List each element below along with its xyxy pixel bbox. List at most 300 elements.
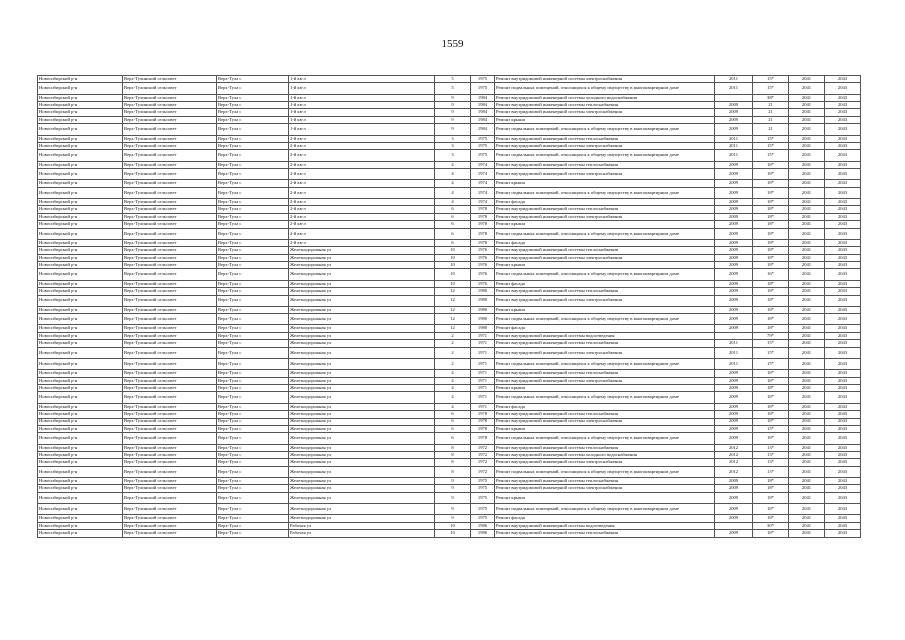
cell-year-built: 1976 — [471, 254, 495, 261]
cell-area-pct: 13* — [753, 466, 789, 477]
cell-street: 2-й кв-л — [289, 142, 435, 149]
cell-settlement: Верх-Тулинский сельсовет — [123, 116, 217, 123]
cell-settlement: Верх-Тулинский сельсовет — [123, 403, 217, 410]
table-row — [38, 221, 861, 228]
cell-area-pct: 18* — [753, 377, 789, 384]
cell-district: Новосибирский р-н — [38, 385, 123, 392]
cell-street: 2-й кв-л — [289, 228, 435, 239]
cell-year-built: 1980 — [471, 325, 495, 332]
cell-house: 10 — [435, 254, 471, 261]
cell-district: Новосибирский р-н — [38, 288, 123, 295]
cell-locality: Верх-Тула с — [217, 116, 289, 123]
cell-plan-end: 2043 — [825, 403, 861, 410]
cell-district: Новосибирский р-н — [38, 239, 123, 246]
cell-district: Новосибирский р-н — [38, 358, 123, 369]
cell-area-pct: 18* — [753, 403, 789, 410]
cell-year-built: 1976 — [471, 280, 495, 287]
cell-settlement: Верх-Тулинский сельсовет — [123, 262, 217, 269]
cell-start-year: 2009 — [715, 169, 753, 180]
cell-settlement: Верх-Тулинский сельсовет — [123, 340, 217, 347]
cell-district: Новосибирский р-н — [38, 142, 123, 149]
table-row — [38, 377, 861, 384]
cell-year-built: 1971 — [471, 403, 495, 410]
cell-year-built: 1975 — [471, 478, 495, 485]
cell-work: Ремонт внутридомовой инженерной системы холодного водоснабжения — [495, 94, 715, 101]
cell-plan-start: 2041 — [789, 444, 825, 451]
cell-house: 10 — [435, 269, 471, 280]
cell-start-year: 2011 — [715, 150, 753, 161]
table-body — [38, 76, 861, 538]
cell-settlement: Верх-Тулинский сельсовет — [123, 325, 217, 332]
cell-start-year: 2009 — [715, 385, 753, 392]
cell-work: Ремонт крыши — [495, 221, 715, 228]
cell-work: Ремонт фасада — [495, 280, 715, 287]
table-row — [38, 411, 861, 418]
cell-area-pct: 18* — [753, 370, 789, 377]
cell-settlement: Верх-Тулинский сельсовет — [123, 254, 217, 261]
cell-work: Ремонт внутридомовой инженерной системы холодного водоснабжения — [495, 451, 715, 458]
cell-plan-start: 2041 — [789, 280, 825, 287]
cell-settlement: Верх-Тулинский сельсовет — [123, 295, 217, 306]
cell-plan-start: 2041 — [789, 459, 825, 466]
cell-area-pct: 15* — [753, 425, 789, 432]
cell-locality: Верх-Тула с — [217, 332, 289, 339]
cell-locality: Верх-Тула с — [217, 433, 289, 444]
cell-work: Ремонт внутридомовой инженерной системы теплоснабжения — [495, 102, 715, 109]
cell-year-built: 1980 — [471, 288, 495, 295]
cell-street: Железнодорожная ул — [289, 295, 435, 306]
cell-start-year — [715, 522, 753, 529]
cell-start-year: 2009 — [715, 530, 753, 537]
cell-district: Новосибирский р-н — [38, 150, 123, 161]
table-row — [38, 135, 861, 142]
table-row — [38, 161, 861, 168]
cell-plan-start: 2041 — [789, 385, 825, 392]
cell-district: Новосибирский р-н — [38, 418, 123, 425]
cell-street: Железнодорожная ул — [289, 515, 435, 522]
cell-settlement: Верх-Тулинский сельсовет — [123, 347, 217, 358]
cell-locality: Верх-Тула с — [217, 515, 289, 522]
cell-district: Новосибирский р-н — [38, 515, 123, 522]
cell-settlement: Верх-Тулинский сельсовет — [123, 247, 217, 254]
cell-year-built: 1978 — [471, 425, 495, 432]
cell-year-built: 1975 — [471, 150, 495, 161]
cell-year-built: 1971 — [471, 340, 495, 347]
cell-house: 12 — [435, 325, 471, 332]
cell-plan-end: 2043 — [825, 411, 861, 418]
cell-house: 9 — [435, 102, 471, 109]
cell-street: Рабочая ул — [289, 530, 435, 537]
cell-year-built: 1980 — [471, 306, 495, 313]
cell-year-built: 1971 — [471, 392, 495, 403]
cell-start-year: 2009 — [715, 392, 753, 403]
cell-area-pct: 13* — [753, 459, 789, 466]
cell-plan-end: 2043 — [825, 76, 861, 83]
cell-house: 8 — [435, 459, 471, 466]
table-row — [38, 466, 861, 477]
cell-plan-end: 2043 — [825, 325, 861, 332]
cell-plan-end: 2043 — [825, 180, 861, 187]
cell-settlement: Верх-Тулинский сельсовет — [123, 280, 217, 287]
cell-settlement: Верх-Тулинский сельсовет — [123, 221, 217, 228]
cell-plan-start: 2041 — [789, 306, 825, 313]
cell-plan-start: 2041 — [789, 433, 825, 444]
cell-start-year: 2009 — [715, 425, 753, 432]
cell-settlement: Верх-Тулинский сельсовет — [123, 213, 217, 220]
cell-work: Ремонт подвальных помещений, относящихся к общему имуществу в многоквартирном доме — [495, 392, 715, 403]
cell-street: Железнодорожная ул — [289, 269, 435, 280]
cell-area-pct: 15* — [753, 76, 789, 83]
cell-area-pct: 18* — [753, 492, 789, 503]
cell-area-pct: 16* — [753, 269, 789, 280]
cell-work: Ремонт фасада — [495, 239, 715, 246]
cell-street: 1-й кв-л — [289, 94, 435, 101]
table-row — [38, 187, 861, 198]
cell-plan-start: 2041 — [789, 370, 825, 377]
cell-plan-start: 2041 — [789, 239, 825, 246]
cell-district: Новосибирский р-н — [38, 530, 123, 537]
cell-area-pct: 13* — [753, 451, 789, 458]
cell-house: 4 — [435, 187, 471, 198]
cell-street: Железнодорожная ул — [289, 411, 435, 418]
cell-year-built: 1986 — [471, 530, 495, 537]
cell-settlement: Верх-Тулинский сельсовет — [123, 492, 217, 503]
cell-year-built: 1978 — [471, 206, 495, 213]
cell-start-year: 2009 — [715, 213, 753, 220]
cell-area-pct: 18* — [753, 180, 789, 187]
cell-work: Ремонт внутридомовой инженерной системы электроснабжения — [495, 142, 715, 149]
cell-settlement: Верх-Тулинский сельсовет — [123, 150, 217, 161]
cell-locality: Верх-Тула с — [217, 325, 289, 332]
cell-district: Новосибирский р-н — [38, 403, 123, 410]
cell-work: Ремонт внутридомовой инженерной системы теплоснабжения — [495, 411, 715, 418]
cell-plan-start: 2041 — [789, 94, 825, 101]
cell-work: Ремонт внутридомовой инженерной системы теплоснабжения — [495, 288, 715, 295]
cell-street: Железнодорожная ул — [289, 262, 435, 269]
cell-area-pct: 21 — [753, 109, 789, 116]
cell-work: Ремонт подвальных помещений, относящихся к общему имуществу в многоквартирном доме — [495, 466, 715, 477]
cell-start-year: 2012 — [715, 466, 753, 477]
cell-plan-start: 2041 — [789, 492, 825, 503]
cell-plan-start: 2041 — [789, 142, 825, 149]
cell-house: 12 — [435, 295, 471, 306]
table-row — [38, 262, 861, 269]
cell-street: Железнодорожная ул — [289, 485, 435, 492]
cell-settlement: Верх-Тулинский сельсовет — [123, 332, 217, 339]
cell-plan-start: 2041 — [789, 247, 825, 254]
cell-street: 2-й кв-л — [289, 135, 435, 142]
cell-plan-start: 2041 — [789, 485, 825, 492]
cell-year-built: 1975 — [471, 76, 495, 83]
cell-year-built: 1972 — [471, 466, 495, 477]
table-row — [38, 332, 861, 339]
cell-area-pct: 18* — [753, 478, 789, 485]
cell-work: Ремонт внутридомовой инженерной системы электроснабжения — [495, 377, 715, 384]
cell-street: 2-й кв-л — [289, 206, 435, 213]
cell-district: Новосибирский р-н — [38, 199, 123, 206]
cell-plan-end: 2043 — [825, 239, 861, 246]
cell-start-year: 2011 — [715, 83, 753, 94]
cell-settlement: Верх-Тулинский сельсовет — [123, 392, 217, 403]
cell-settlement: Верх-Тулинский сельсовет — [123, 358, 217, 369]
cell-locality: Верх-Тула с — [217, 221, 289, 228]
cell-locality: Верх-Тула с — [217, 522, 289, 529]
cell-district: Новосибирский р-н — [38, 269, 123, 280]
cell-plan-start: 2041 — [789, 169, 825, 180]
cell-start-year: 2009 — [715, 370, 753, 377]
cell-start-year: 2009 — [715, 228, 753, 239]
cell-house: 9 — [435, 124, 471, 135]
cell-work: Ремонт внутридомовой инженерной системы теплоснабжения — [495, 444, 715, 451]
cell-district: Новосибирский р-н — [38, 102, 123, 109]
cell-settlement: Верх-Тулинский сельсовет — [123, 109, 217, 116]
cell-area-pct: 15* — [753, 358, 789, 369]
cell-plan-start: 2041 — [789, 109, 825, 116]
cell-district: Новосибирский р-н — [38, 478, 123, 485]
cell-plan-end: 2043 — [825, 425, 861, 432]
repair-schedule-table — [37, 75, 861, 538]
cell-area-pct: 18* — [753, 530, 789, 537]
cell-plan-start: 2041 — [789, 262, 825, 269]
cell-area-pct: 18* — [753, 169, 789, 180]
cell-plan-end: 2043 — [825, 504, 861, 515]
cell-plan-start: 2041 — [789, 504, 825, 515]
cell-plan-start: 2041 — [789, 332, 825, 339]
cell-district: Новосибирский р-н — [38, 411, 123, 418]
table-row — [38, 347, 861, 358]
cell-start-year: 2009 — [715, 377, 753, 384]
cell-district: Новосибирский р-н — [38, 254, 123, 261]
cell-start-year: 2011 — [715, 142, 753, 149]
cell-plan-end: 2043 — [825, 187, 861, 198]
cell-house: 9 — [435, 478, 471, 485]
cell-area-pct: 18* — [753, 206, 789, 213]
cell-street: Железнодорожная ул — [289, 306, 435, 313]
cell-house: 9 — [435, 504, 471, 515]
cell-street: Железнодорожная ул — [289, 247, 435, 254]
cell-year-built: 1976 — [471, 247, 495, 254]
cell-street: Железнодорожная ул — [289, 325, 435, 332]
cell-house: 5 — [435, 83, 471, 94]
cell-year-built: 1975 — [471, 504, 495, 515]
cell-street: Железнодорожная ул — [289, 466, 435, 477]
cell-plan-end: 2043 — [825, 295, 861, 306]
cell-start-year: 2012 — [715, 444, 753, 451]
cell-plan-end: 2043 — [825, 314, 861, 325]
cell-district: Новосибирский р-н — [38, 116, 123, 123]
cell-plan-end: 2043 — [825, 254, 861, 261]
cell-plan-end: 2043 — [825, 492, 861, 503]
cell-street: 2-й кв-л — [289, 169, 435, 180]
cell-house: 4 — [435, 370, 471, 377]
cell-locality: Верх-Тула с — [217, 411, 289, 418]
cell-house: 9 — [435, 492, 471, 503]
cell-area-pct: 18* — [753, 288, 789, 295]
cell-house: 10 — [435, 247, 471, 254]
table-row — [38, 295, 861, 306]
cell-locality: Верх-Тула с — [217, 466, 289, 477]
table-row — [38, 228, 861, 239]
cell-plan-start: 2041 — [789, 522, 825, 529]
cell-locality: Верх-Тула с — [217, 295, 289, 306]
cell-plan-start: 2041 — [789, 466, 825, 477]
cell-district: Новосибирский р-н — [38, 94, 123, 101]
cell-work: Ремонт подвальных помещений, относящихся к общему имуществу в многоквартирном доме — [495, 269, 715, 280]
cell-start-year: 2009 — [715, 239, 753, 246]
cell-work: Ремонт внутридомовой инженерной системы теплоснабжения — [495, 206, 715, 213]
cell-start-year: 2009 — [715, 116, 753, 123]
cell-area-pct: 18* — [753, 485, 789, 492]
table-row — [38, 213, 861, 220]
cell-area-pct: 15* — [753, 83, 789, 94]
cell-year-built: 1974 — [471, 180, 495, 187]
cell-plan-end: 2043 — [825, 169, 861, 180]
table-row — [38, 199, 861, 206]
cell-street: Железнодорожная ул — [289, 492, 435, 503]
cell-start-year: 2009 — [715, 247, 753, 254]
cell-plan-end: 2043 — [825, 83, 861, 94]
page-number: 1559 — [441, 38, 464, 50]
cell-street: 1-й кв-л — [289, 109, 435, 116]
table-row — [38, 425, 861, 432]
cell-street: Железнодорожная ул — [289, 314, 435, 325]
cell-year-built: 1984 — [471, 124, 495, 135]
cell-district: Новосибирский р-н — [38, 332, 123, 339]
cell-year-built: 1975 — [471, 135, 495, 142]
cell-settlement: Верх-Тулинский сельсовет — [123, 161, 217, 168]
cell-work: Ремонт внутридомовой инженерной системы электроснабжения — [495, 254, 715, 261]
cell-plan-start: 2041 — [789, 418, 825, 425]
cell-start-year — [715, 332, 753, 339]
cell-locality: Верх-Тула с — [217, 280, 289, 287]
cell-district: Новосибирский р-н — [38, 370, 123, 377]
cell-house: 4 — [435, 385, 471, 392]
cell-plan-start: 2041 — [789, 295, 825, 306]
cell-start-year: 2009 — [715, 306, 753, 313]
cell-work: Ремонт фасада — [495, 325, 715, 332]
cell-year-built: 1974 — [471, 169, 495, 180]
cell-district: Новосибирский р-н — [38, 280, 123, 287]
table-row — [38, 392, 861, 403]
cell-street: 2-й кв-л — [289, 239, 435, 246]
cell-start-year: 2009 — [715, 325, 753, 332]
cell-settlement: Верх-Тулинский сельсовет — [123, 418, 217, 425]
cell-area-pct: 18* — [753, 239, 789, 246]
cell-start-year: 2009 — [715, 504, 753, 515]
cell-area-pct: 18* — [753, 314, 789, 325]
cell-plan-start: 2041 — [789, 411, 825, 418]
cell-settlement: Верх-Тулинский сельсовет — [123, 288, 217, 295]
cell-district: Новосибирский р-н — [38, 187, 123, 198]
cell-area-pct: 18* — [753, 262, 789, 269]
cell-year-built: 1978 — [471, 239, 495, 246]
cell-year-built: 1971 — [471, 358, 495, 369]
cell-district: Новосибирский р-н — [38, 466, 123, 477]
cell-area-pct: 18* — [753, 411, 789, 418]
cell-plan-start: 2041 — [789, 124, 825, 135]
cell-locality: Верх-Тула с — [217, 504, 289, 515]
cell-plan-end: 2043 — [825, 522, 861, 529]
cell-street: Железнодорожная ул — [289, 459, 435, 466]
cell-plan-end: 2043 — [825, 418, 861, 425]
cell-start-year: 2009 — [715, 403, 753, 410]
cell-district: Новосибирский р-н — [38, 433, 123, 444]
cell-locality: Верх-Тула с — [217, 109, 289, 116]
cell-settlement: Верх-Тулинский сельсовет — [123, 504, 217, 515]
cell-year-built: 1978 — [471, 213, 495, 220]
cell-year-built: 1975 — [471, 515, 495, 522]
cell-start-year — [715, 94, 753, 101]
cell-start-year: 2009 — [715, 314, 753, 325]
cell-house: 4 — [435, 199, 471, 206]
cell-district: Новосибирский р-н — [38, 247, 123, 254]
cell-area-pct: 15* — [753, 135, 789, 142]
cell-plan-end: 2043 — [825, 206, 861, 213]
cell-district: Новосибирский р-н — [38, 213, 123, 220]
cell-house: 3 — [435, 135, 471, 142]
cell-locality: Верх-Тула с — [217, 451, 289, 458]
cell-year-built: 1972 — [471, 459, 495, 466]
cell-house: 9 — [435, 485, 471, 492]
cell-house: 12 — [435, 314, 471, 325]
cell-house: 5 — [435, 76, 471, 83]
cell-settlement: Верх-Тулинский сельсовет — [123, 522, 217, 529]
cell-settlement: Верх-Тулинский сельсовет — [123, 466, 217, 477]
cell-settlement: Верх-Тулинский сельсовет — [123, 485, 217, 492]
cell-start-year: 2009 — [715, 254, 753, 261]
cell-house: 4 — [435, 403, 471, 410]
cell-street: Железнодорожная ул — [289, 340, 435, 347]
cell-locality: Верх-Тула с — [217, 418, 289, 425]
cell-work: Ремонт фасада — [495, 403, 715, 410]
cell-start-year: 2009 — [715, 411, 753, 418]
cell-start-year: 2012 — [715, 459, 753, 466]
cell-area-pct: 15* — [753, 150, 789, 161]
cell-settlement: Верх-Тулинский сельсовет — [123, 187, 217, 198]
cell-work: Ремонт крыши — [495, 180, 715, 187]
cell-district: Новосибирский р-н — [38, 314, 123, 325]
table-row — [38, 444, 861, 451]
cell-plan-end: 2043 — [825, 109, 861, 116]
cell-plan-start: 2041 — [789, 478, 825, 485]
cell-year-built: 1984 — [471, 102, 495, 109]
cell-street: 1-й кв-л — [289, 83, 435, 94]
cell-area-pct: 18* — [753, 515, 789, 522]
cell-plan-start: 2041 — [789, 347, 825, 358]
cell-start-year: 2011 — [715, 340, 753, 347]
cell-start-year: 2009 — [715, 418, 753, 425]
cell-house: 8 — [435, 444, 471, 451]
cell-house: 8 — [435, 451, 471, 458]
cell-locality: Верх-Тула с — [217, 485, 289, 492]
cell-settlement: Верх-Тулинский сельсовет — [123, 83, 217, 94]
cell-district: Новосибирский р-н — [38, 124, 123, 135]
cell-house: 6 — [435, 221, 471, 228]
cell-street: Железнодорожная ул — [289, 254, 435, 261]
cell-start-year: 2009 — [715, 433, 753, 444]
cell-area-pct: 18* — [753, 504, 789, 515]
cell-year-built: 1978 — [471, 418, 495, 425]
cell-year-built: 1972 — [471, 451, 495, 458]
cell-street: Рабочая ул — [289, 522, 435, 529]
cell-area-pct: 15* — [753, 340, 789, 347]
cell-year-built: 1978 — [471, 411, 495, 418]
cell-area-pct: 18* — [753, 254, 789, 261]
cell-house: 2 — [435, 332, 471, 339]
cell-district: Новосибирский р-н — [38, 76, 123, 83]
cell-house: 9 — [435, 109, 471, 116]
cell-plan-end: 2043 — [825, 102, 861, 109]
